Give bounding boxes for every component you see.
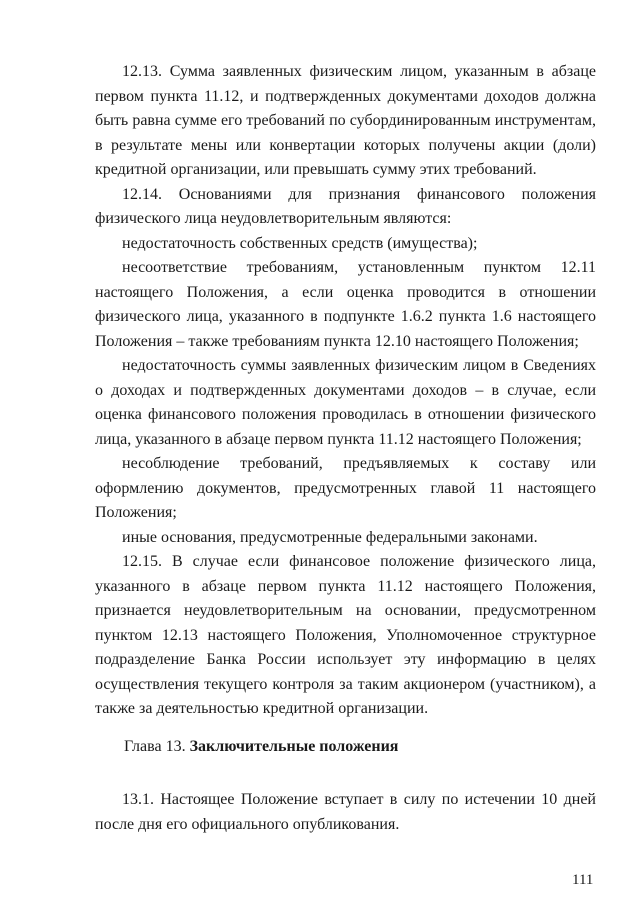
final-text bbox=[95, 788, 596, 837]
list-item-income-insufficiency: недостаточность суммы заявленных физическим лицом в Сведениях о доходах и подтвержденных документами доходов – в случае, если оценка финансового положения проводилась в отношении физического лица, указанного в абзаце первом пункта 11.12 настоящего Положения; bbox=[95, 357, 596, 448]
paragraph-13-1: 13.1. Настоящее Положение вступает в силу по истечении 10 дней после дня его официального опубликования. bbox=[95, 791, 596, 833]
page-number: 111 bbox=[572, 872, 594, 888]
paragraph-12-13: 12.13. Сумма заявленных физическим лицом, указанным в абзаце первом пункта 11.12, и подтвержденных документами доходов должна быть равна сумме его требований по субординированным инструментам, в результате мены или конвертации которых получены акции (доли) кредитной организации, или превышать сумму этих требований. bbox=[95, 63, 596, 178]
paragraph-12-14: 12.14. Основаниями для признания финансового положения физического лица неудовлетворительным являются: bbox=[95, 185, 596, 227]
chapter-title: Заключительные положения bbox=[189, 738, 399, 755]
chapter-prefix: Глава 13. bbox=[124, 738, 190, 755]
list-item-own-funds: недостаточность собственных средств (имущества); bbox=[122, 234, 478, 252]
chapter-heading bbox=[124, 735, 398, 759]
main-text bbox=[95, 60, 596, 722]
paragraph-12-15: 12.15. В случае если финансовое положение физического лица, указанного в абзаце первом пункта 11.12 настоящего Положения, признается неудовлетворительным на основании, предусмотренном пунктом 12.13 настоящего Положения, Уполномоченное структурное подразделение Банка России использует эту информацию в целях осуществления текущего контроля за таким акционером (участником), а также за деятельностью кредитной организации. bbox=[95, 553, 596, 717]
list-item-other-grounds: иные основания, предусмотренные федеральными законами. bbox=[122, 528, 538, 546]
list-item-document-noncompliance: несоблюдение требований, предъявляемых к составу или оформлению документов, предусмотренных главой 11 настоящего Положения; bbox=[95, 455, 596, 521]
list-item-requirements-mismatch: несоответствие требованиям, установленным пунктом 12.11 настоящего Положения, а если оценка проводится в отношении физического лица, указанного в подпункте 1.6.2 пункта 1.6 настоящего Положения – также требованиям пункта 12.10 настоящего Положения; bbox=[95, 259, 596, 350]
